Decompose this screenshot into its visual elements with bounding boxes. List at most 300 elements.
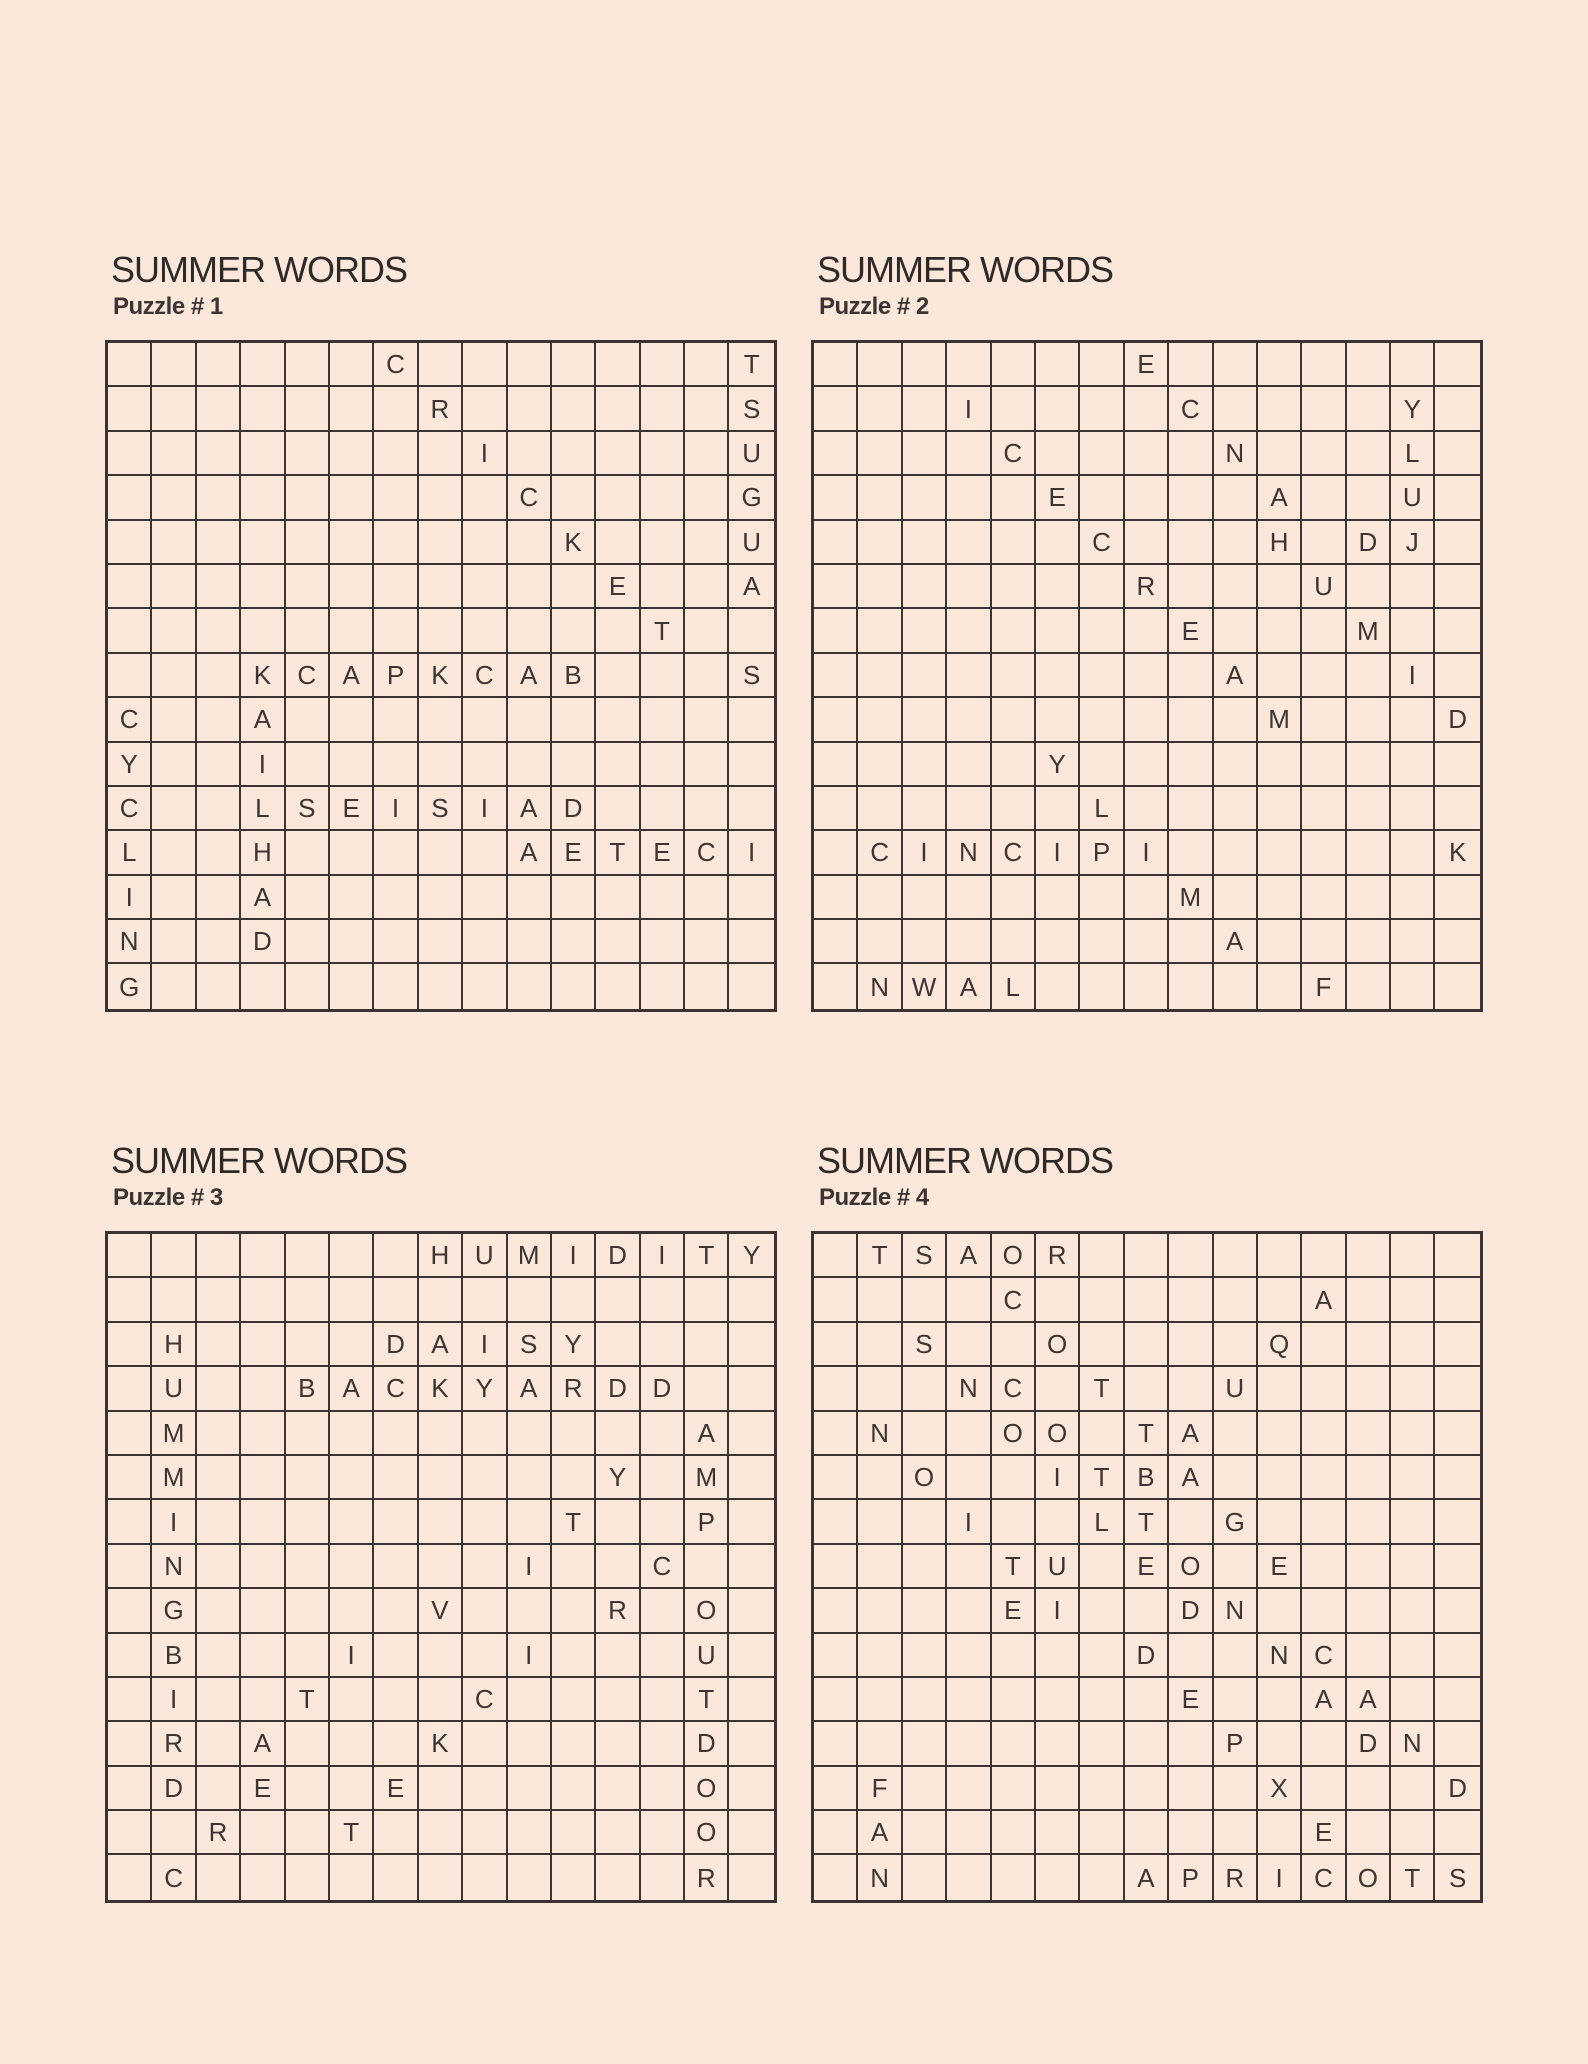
grid-cell	[858, 787, 902, 831]
grid-cell	[1302, 1545, 1346, 1589]
grid-cell	[241, 1500, 285, 1544]
grid-cell: Y	[463, 1367, 507, 1411]
grid-cell	[903, 698, 947, 742]
grid-cell	[1302, 609, 1346, 653]
grid-cell	[729, 698, 773, 742]
grid-cell	[1036, 1367, 1080, 1411]
grid-cell	[1347, 1323, 1391, 1367]
grid-cell: P	[1080, 831, 1124, 875]
grid-cell	[197, 565, 241, 609]
grid-cell	[858, 1323, 902, 1367]
grid-cell	[641, 521, 685, 565]
grid-cell	[947, 609, 991, 653]
grid-cell	[729, 1323, 773, 1367]
grid-cell	[1036, 343, 1080, 387]
grid-cell	[858, 920, 902, 964]
grid-cell	[286, 743, 330, 787]
grid-cell	[1435, 432, 1479, 476]
grid-cell	[1347, 1811, 1391, 1855]
grid-cell: M	[508, 1234, 552, 1278]
grid-cell: D	[152, 1767, 196, 1811]
grid-cell	[419, 964, 463, 1008]
grid-cell	[685, 1545, 729, 1589]
grid-cell	[241, 521, 285, 565]
grid-cell: C	[374, 343, 418, 387]
grid-cell: E	[1302, 1811, 1346, 1855]
grid-cell	[1080, 1545, 1124, 1589]
grid-cell: W	[903, 964, 947, 1008]
grid-cell: O	[1169, 1545, 1213, 1589]
grid-cell	[197, 1234, 241, 1278]
grid-cell	[858, 1500, 902, 1544]
grid-cell	[1036, 698, 1080, 742]
grid-cell: T	[1125, 1412, 1169, 1456]
grid-cell	[992, 1678, 1036, 1722]
grid-cell: M	[685, 1456, 729, 1500]
grid-cell	[814, 1367, 858, 1411]
grid-cell: P	[685, 1500, 729, 1544]
grid-cell	[241, 343, 285, 387]
grid-cell: E	[641, 831, 685, 875]
grid-cell	[374, 1412, 418, 1456]
grid-cell	[552, 1722, 596, 1766]
grid-cell: E	[1125, 1545, 1169, 1589]
grid-cell	[1080, 343, 1124, 387]
grid-cell	[197, 831, 241, 875]
grid-cell: B	[286, 1367, 330, 1411]
grid-cell	[1391, 609, 1435, 653]
word-search-grid	[811, 340, 1483, 1012]
grid-cell	[463, 609, 507, 653]
grid-cell	[1258, 1456, 1302, 1500]
grid-cell	[374, 521, 418, 565]
grid-cell	[641, 476, 685, 520]
grid-cell: U	[729, 432, 773, 476]
grid-cell: T	[992, 1545, 1036, 1589]
grid-cell: S	[1448, 1862, 1467, 1893]
grid-cell	[1347, 1234, 1391, 1278]
grid-cell	[992, 876, 1036, 920]
grid-cell	[1391, 1412, 1435, 1456]
grid-cell	[903, 1412, 947, 1456]
grid-cell: A	[1169, 1412, 1213, 1456]
grid-cell	[903, 787, 947, 831]
grid-cell	[1125, 609, 1169, 653]
grid-cell	[197, 1589, 241, 1633]
grid-cell	[992, 521, 1036, 565]
grid-cell	[152, 343, 196, 387]
grid-cell	[1391, 698, 1435, 742]
puzzle-number: Puzzle # 2	[819, 293, 929, 320]
grid-cell	[814, 1412, 858, 1456]
grid-cell	[374, 1456, 418, 1500]
grid-cell	[596, 964, 640, 1008]
grid-cell	[1347, 476, 1391, 520]
grid-cell: S	[729, 387, 773, 431]
grid-cell	[641, 343, 685, 387]
grid-cell	[1214, 1456, 1258, 1500]
grid-cell	[729, 1855, 773, 1899]
grid-cell	[947, 432, 991, 476]
grid-cell	[374, 743, 418, 787]
grid-cell	[1125, 1589, 1169, 1633]
grid-cell	[463, 964, 507, 1008]
grid-cell	[1169, 964, 1213, 1008]
grid-cell: I	[463, 787, 507, 831]
grid-cell	[729, 1811, 773, 1855]
grid-cell	[992, 387, 1036, 431]
grid-cell	[903, 521, 947, 565]
grid-cell: T	[286, 1678, 330, 1722]
grid-cell: D	[374, 1323, 418, 1367]
grid-cell: D	[1347, 1722, 1391, 1766]
grid-cell: I	[1036, 831, 1080, 875]
grid-cell	[641, 876, 685, 920]
grid-cell	[1347, 743, 1391, 787]
grid-cell	[903, 1678, 947, 1722]
grid-cell	[1214, 831, 1258, 875]
grid-cell	[508, 432, 552, 476]
grid-cell	[1125, 698, 1169, 742]
grid-cell	[286, 1323, 330, 1367]
grid-cell	[108, 1589, 152, 1633]
puzzle-4	[811, 1141, 1481, 1903]
grid-cell: A	[508, 1367, 552, 1411]
grid-cell	[1391, 1678, 1435, 1722]
grid-cell	[1214, 1767, 1258, 1811]
grid-cell	[552, 1767, 596, 1811]
grid-cell	[1169, 343, 1213, 387]
grid-cell	[374, 1678, 418, 1722]
grid-cell	[463, 521, 507, 565]
grid-cell	[1302, 920, 1346, 964]
grid-cell: N	[1214, 432, 1258, 476]
grid-cell: T	[641, 609, 685, 653]
grid-cell	[330, 343, 374, 387]
grid-cell	[814, 1456, 858, 1500]
grid-cell	[685, 565, 729, 609]
grid-cell	[1125, 1722, 1169, 1766]
grid-cell	[1258, 1678, 1302, 1722]
grid-cell	[197, 1278, 241, 1322]
grid-cell	[947, 1634, 991, 1678]
grid-cell	[463, 1767, 507, 1811]
grid-cell: O	[992, 1234, 1036, 1278]
grid-cell: L	[241, 787, 285, 831]
grid-cell	[330, 609, 374, 653]
grid-cell	[197, 1323, 241, 1367]
grid-cell: L	[1080, 787, 1124, 831]
grid-cell	[992, 343, 1036, 387]
grid-cell	[552, 1634, 596, 1678]
grid-cell	[729, 876, 773, 920]
grid-cell	[1347, 1278, 1391, 1322]
grid-cell	[419, 1278, 463, 1322]
grid-cell: L	[1391, 432, 1435, 476]
grid-cell: I	[152, 1678, 196, 1722]
grid-cell	[641, 920, 685, 964]
grid-cell	[685, 343, 729, 387]
grid-cell	[685, 787, 729, 831]
grid-cell	[1080, 698, 1124, 742]
grid-cell	[330, 1456, 374, 1500]
grid-cell	[641, 565, 685, 609]
grid-cell	[1080, 964, 1124, 1008]
grid-cell	[241, 432, 285, 476]
grid-cell: N	[1258, 1634, 1302, 1678]
grid-cell	[729, 1589, 773, 1633]
grid-cell	[1036, 432, 1080, 476]
grid-cell	[508, 743, 552, 787]
grid-cell	[374, 1278, 418, 1322]
grid-cell	[596, 1722, 640, 1766]
grid-cell	[641, 432, 685, 476]
grid-cell	[1435, 1500, 1479, 1544]
grid-cell	[286, 1767, 330, 1811]
grid-cell	[1391, 565, 1435, 609]
grid-cell	[152, 387, 196, 431]
grid-cell: A	[947, 1234, 991, 1278]
grid-cell	[1258, 1722, 1302, 1766]
grid-cell: I	[108, 876, 152, 920]
grid-cell	[152, 609, 196, 653]
grid-cell	[858, 743, 902, 787]
grid-cell	[108, 1278, 152, 1322]
grid-cell	[1435, 1278, 1479, 1322]
grid-cell: D	[552, 787, 596, 831]
grid-cell	[814, 964, 858, 1008]
grid-cell: I	[903, 831, 947, 875]
grid-cell	[1214, 1323, 1258, 1367]
grid-cell	[197, 876, 241, 920]
grid-cell	[814, 1811, 858, 1855]
grid-cell	[508, 698, 552, 742]
grid-cell	[197, 1500, 241, 1544]
grid-cell	[947, 920, 991, 964]
grid-cell: S	[903, 1323, 947, 1367]
grid-cell	[947, 787, 991, 831]
grid-cell: E	[241, 1767, 285, 1811]
grid-cell: C	[1302, 1855, 1346, 1899]
grid-cell	[1435, 1234, 1479, 1278]
grid-cell	[1391, 831, 1435, 875]
grid-cell	[108, 1412, 152, 1456]
grid-cell	[1036, 1278, 1080, 1322]
grid-cell	[1169, 1323, 1213, 1367]
grid-cell	[947, 476, 991, 520]
grid-cell	[1214, 698, 1258, 742]
grid-cell	[1435, 920, 1479, 964]
grid-cell	[508, 387, 552, 431]
grid-cell	[903, 432, 947, 476]
grid-cell	[374, 1855, 418, 1899]
grid-cell	[374, 876, 418, 920]
grid-cell	[108, 1234, 152, 1278]
grid-cell	[374, 1811, 418, 1855]
grid-cell	[947, 1855, 991, 1899]
grid-cell: R	[552, 1367, 596, 1411]
grid-cell: E	[374, 1767, 418, 1811]
grid-cell: A	[241, 876, 285, 920]
grid-cell	[814, 387, 858, 431]
grid-cell: H	[241, 831, 285, 875]
grid-cell	[1125, 1367, 1169, 1411]
grid-cell	[992, 1500, 1036, 1544]
grid-cell: C	[992, 1278, 1036, 1322]
grid-cell	[463, 743, 507, 787]
grid-cell	[508, 1278, 552, 1322]
grid-cell	[729, 1634, 773, 1678]
grid-cell	[596, 1278, 640, 1322]
grid-cell: D	[685, 1722, 729, 1766]
grid-cell: U	[463, 1234, 507, 1278]
grid-cell	[947, 1589, 991, 1633]
grid-cell: A	[1258, 476, 1302, 520]
grid-cell	[1435, 1323, 1479, 1367]
grid-cell: M	[1258, 698, 1302, 742]
puzzle-number: Puzzle # 4	[819, 1184, 929, 1211]
grid-cell: H	[1258, 521, 1302, 565]
grid-cell	[374, 609, 418, 653]
grid-cell	[1214, 876, 1258, 920]
grid-cell	[1036, 876, 1080, 920]
grid-cell	[858, 387, 902, 431]
grid-cell	[903, 1589, 947, 1633]
grid-cell	[1080, 609, 1124, 653]
grid-cell	[152, 565, 196, 609]
grid-cell	[1169, 565, 1213, 609]
grid-cell	[552, 432, 596, 476]
grid-cell: C	[641, 1545, 685, 1589]
puzzle-number: Puzzle # 1	[113, 293, 223, 320]
grid-cell	[1347, 831, 1391, 875]
grid-cell	[1169, 698, 1213, 742]
grid-cell	[596, 920, 640, 964]
grid-cell: A	[508, 787, 552, 831]
grid-cell	[108, 1811, 152, 1855]
grid-cell	[1214, 1545, 1258, 1589]
grid-cell: C	[374, 1367, 418, 1411]
grid-cell	[197, 476, 241, 520]
grid-cell	[330, 1412, 374, 1456]
grid-cell	[286, 343, 330, 387]
grid-cell	[858, 343, 902, 387]
grid-cell	[858, 565, 902, 609]
grid-cell	[552, 1412, 596, 1456]
grid-cell	[1435, 876, 1479, 920]
grid-cell	[1125, 876, 1169, 920]
grid-cell	[241, 1278, 285, 1322]
grid-cell: J	[1391, 521, 1435, 565]
grid-cell	[947, 1456, 991, 1500]
grid-cell	[641, 698, 685, 742]
grid-cell	[1214, 964, 1258, 1008]
grid-cell	[152, 432, 196, 476]
grid-cell	[1258, 565, 1302, 609]
grid-cell	[1036, 387, 1080, 431]
grid-cell	[596, 876, 640, 920]
grid-cell	[1435, 654, 1479, 698]
grid-cell	[330, 1589, 374, 1633]
grid-cell	[286, 1456, 330, 1500]
puzzle-1	[105, 250, 775, 1012]
grid-cell	[858, 1545, 902, 1589]
grid-cell: A	[508, 654, 552, 698]
grid-cell: F	[1302, 964, 1346, 1008]
grid-cell: M	[152, 1456, 196, 1500]
grid-cell	[108, 432, 152, 476]
grid-cell: N	[858, 1855, 902, 1899]
grid-cell: T	[552, 1500, 596, 1544]
grid-cell: E	[552, 831, 596, 875]
grid-cell: B	[552, 654, 596, 698]
grid-cell	[241, 1545, 285, 1589]
grid-cell: N	[947, 831, 991, 875]
grid-cell	[814, 1545, 858, 1589]
grid-cell	[1391, 876, 1435, 920]
grid-cell: R	[1214, 1855, 1258, 1899]
grid-cell	[729, 920, 773, 964]
grid-cell: C	[992, 1367, 1036, 1411]
grid-cell	[641, 787, 685, 831]
grid-cell	[1391, 1367, 1435, 1411]
grid-cell	[596, 1323, 640, 1367]
grid-cell	[1391, 1500, 1435, 1544]
grid-cell	[685, 876, 729, 920]
grid-cell	[508, 964, 552, 1008]
puzzle-title: SUMMER WORDS	[817, 1140, 1113, 1181]
grid-cell	[992, 1634, 1036, 1678]
grid-cell	[419, 743, 463, 787]
grid-cell	[947, 1545, 991, 1589]
grid-cell	[1347, 1634, 1391, 1678]
grid-cell	[197, 343, 241, 387]
grid-cell: I	[152, 1500, 196, 1544]
grid-cell: G	[108, 964, 152, 1008]
grid-cell	[1258, 876, 1302, 920]
grid-cell	[1258, 964, 1302, 1008]
grid-cell	[1302, 1722, 1346, 1766]
grid-cell	[685, 964, 729, 1008]
grid-cell: A	[330, 654, 374, 698]
grid-cell	[903, 743, 947, 787]
grid-cell	[903, 1767, 947, 1811]
grid-cell: C	[858, 831, 902, 875]
grid-cell	[508, 876, 552, 920]
grid-cell	[596, 1855, 640, 1899]
grid-cell	[1258, 1367, 1302, 1411]
grid-cell	[508, 1767, 552, 1811]
grid-cell: G	[1214, 1500, 1258, 1544]
grid-cell: Y	[108, 743, 152, 787]
grid-cell: O	[992, 1412, 1036, 1456]
grid-cell	[1214, 387, 1258, 431]
grid-cell	[596, 1412, 640, 1456]
grid-cell	[992, 1323, 1036, 1367]
grid-cell	[1214, 1811, 1258, 1855]
grid-cell	[463, 1811, 507, 1855]
grid-cell	[814, 1767, 858, 1811]
grid-cell: K	[419, 1722, 463, 1766]
grid-cell: E	[596, 565, 640, 609]
word-search-grid	[105, 340, 777, 1012]
grid-cell	[197, 743, 241, 787]
grid-cell	[286, 1278, 330, 1322]
grid-cell	[463, 920, 507, 964]
grid-cell	[1169, 521, 1213, 565]
grid-cell	[1125, 476, 1169, 520]
grid-cell	[1080, 1278, 1124, 1322]
